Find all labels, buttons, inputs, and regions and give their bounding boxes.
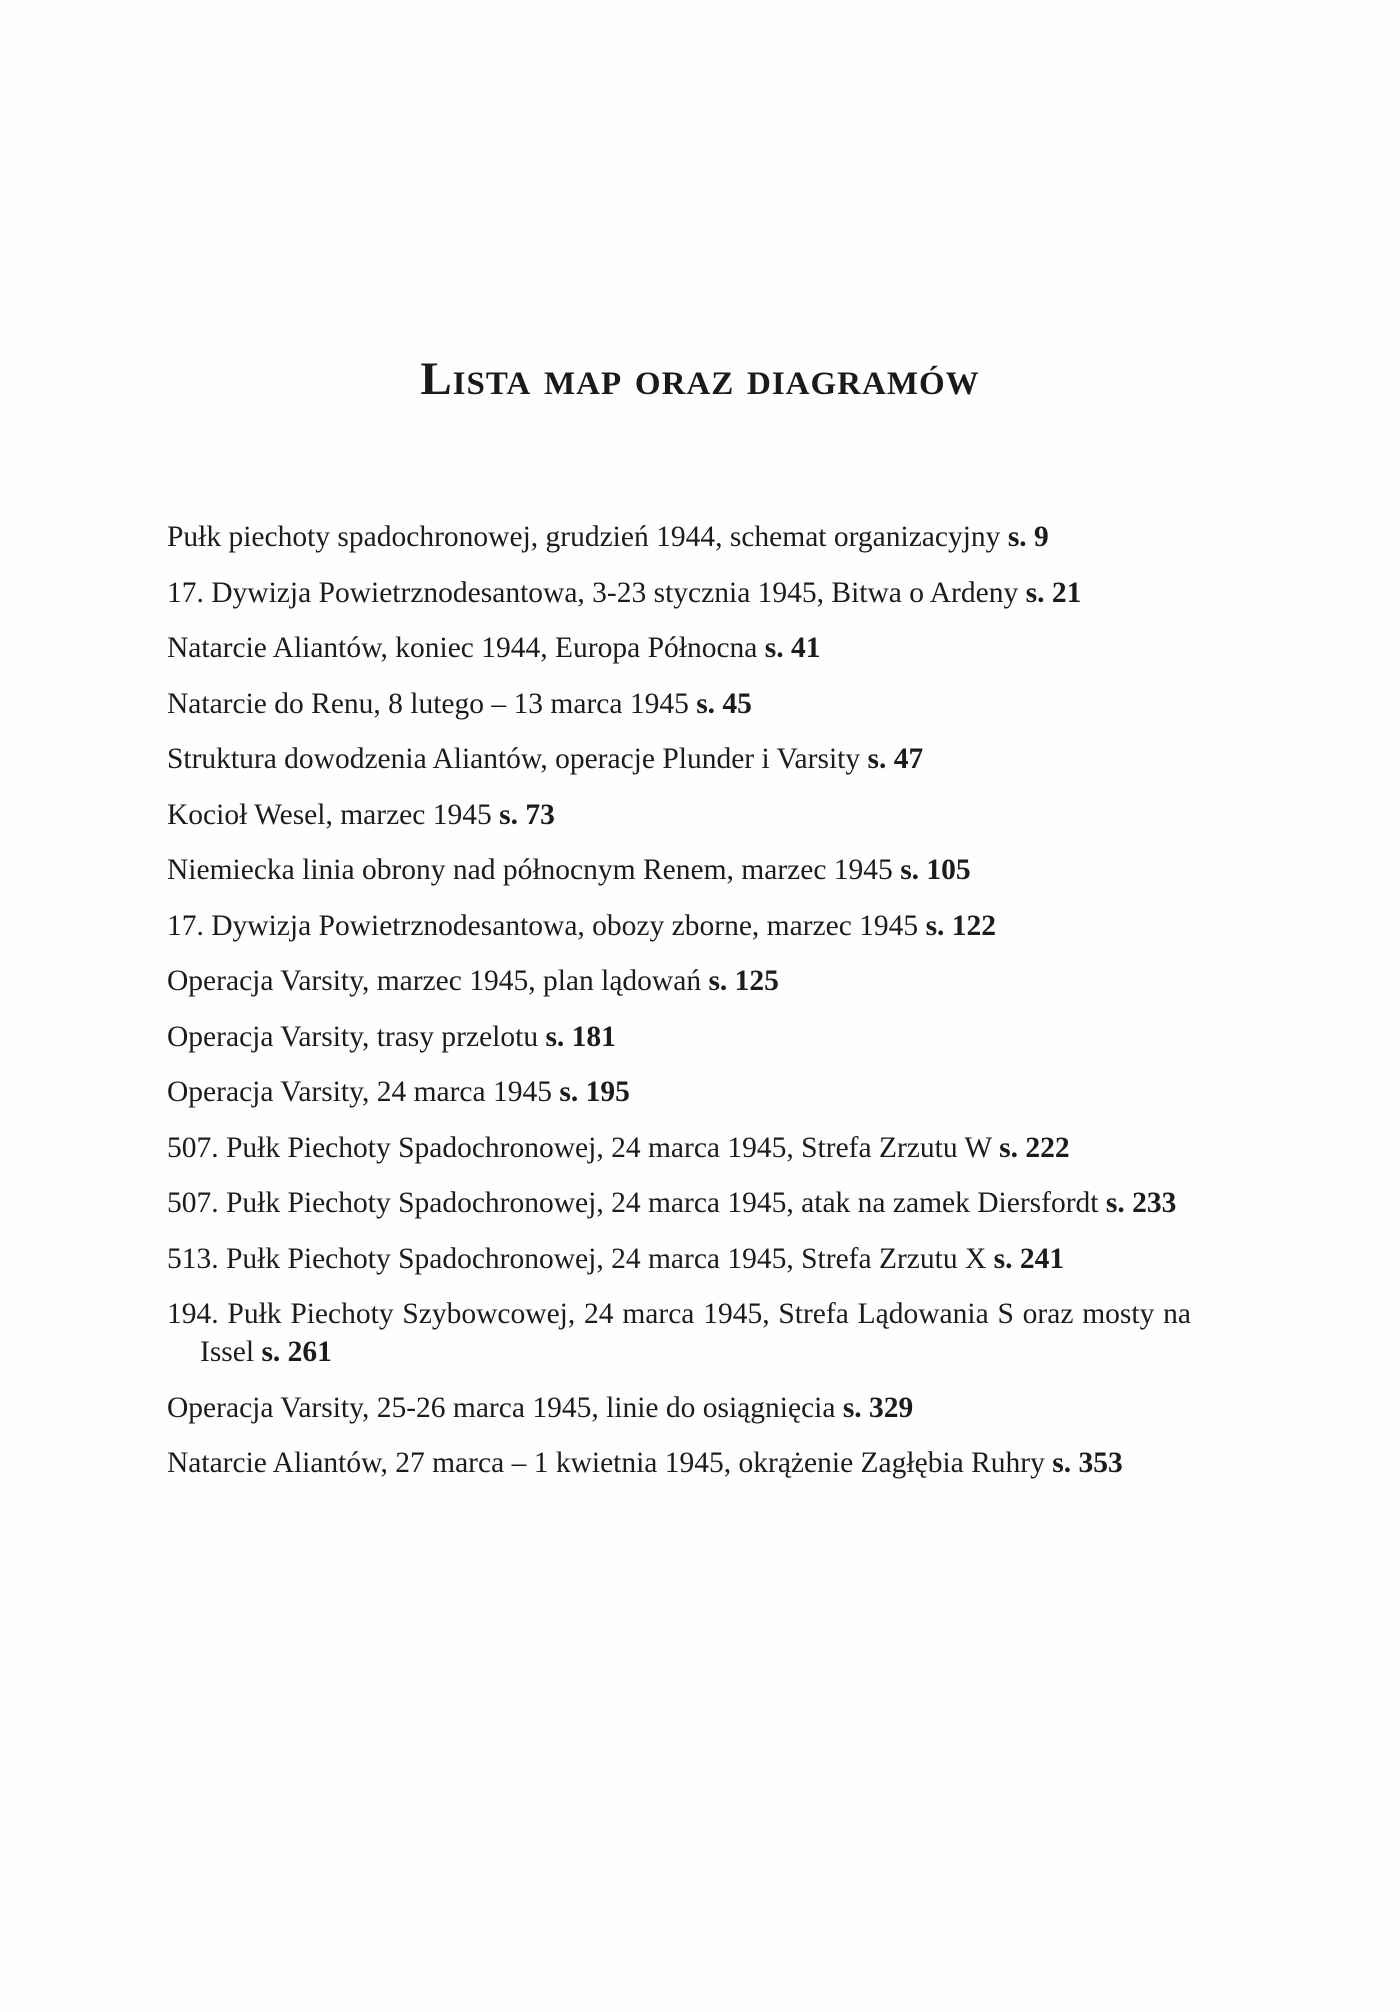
list-item <box>167 574 1191 612</box>
page-reference: s. 122 <box>925 909 997 942</box>
page-reference: s. 125 <box>708 965 779 997</box>
maps-list <box>167 518 1191 1500</box>
page-reference: s. 73 <box>499 798 555 831</box>
list-item <box>167 1444 1191 1482</box>
list-item <box>167 1018 1191 1056</box>
page-reference: s. 45 <box>696 687 752 720</box>
entry-text: Operacja Varsity, 25-26 marca 1945, linie do osiągnięcia <box>167 1391 836 1424</box>
page-reference: s. 181 <box>545 1020 616 1053</box>
page-reference: s. 353 <box>1052 1447 1123 1479</box>
entry-text: Struktura dowodzenia Aliantów, operacje Plunder i Varsity <box>167 743 861 775</box>
entry-text: 17. Dywizja Powietrznodesantowa, obozy zborne, marzec 1945 <box>167 909 919 942</box>
entry-text: Natarcie do Renu, 8 lutego – 13 marca 1945 <box>167 687 689 720</box>
entry-text: Natarcie Aliantów, koniec 1944, Europa Północna <box>167 632 758 664</box>
entry-text: Pułk piechoty spadochronowej, grudzień 1944, schemat organizacyjny <box>167 521 1001 553</box>
entry-text: Niemiecka linia obrony nad północnym Renem, marzec 1945 <box>167 854 893 886</box>
entry-text: Operacja Varsity, trasy przelotu <box>167 1020 539 1053</box>
page-reference: s. 105 <box>900 854 971 886</box>
page-reference: s. 195 <box>559 1076 630 1108</box>
list-item <box>167 685 1191 723</box>
entry-text: Operacja Varsity, 24 marca 1945 <box>167 1076 552 1108</box>
page-reference: s. 9 <box>1007 521 1049 553</box>
list-item <box>167 740 1191 778</box>
entry-text: Natarcie Aliantów, 27 marca – 1 kwietnia 1945, okrążenie Zagłębia Ruhry <box>167 1447 1045 1479</box>
list-item <box>167 518 1191 556</box>
page-reference: s. 329 <box>842 1391 914 1424</box>
list-item <box>167 851 1191 889</box>
page-reference: s. 222 <box>999 1131 1070 1164</box>
page-reference: s. 47 <box>867 743 924 775</box>
list-item <box>167 1295 1191 1371</box>
page-reference: s. 21 <box>1025 576 1082 609</box>
page-reference: s. 261 <box>261 1336 332 1368</box>
list-item <box>167 1389 1191 1427</box>
list-item <box>167 907 1191 945</box>
entry-text: 194. Pułk Piechoty Szybowcowej, 24 marca 1945, Strefa Lądowania S oraz mosty na Issel <box>167 1298 1191 1368</box>
entry-text: 17. Dywizja Powietrznodesantowa, 3-23 stycznia 1945, Bitwa o Ardeny <box>167 576 1019 609</box>
list-item <box>167 1240 1191 1278</box>
list-item <box>167 962 1191 1000</box>
entry-text: Kocioł Wesel, marzec 1945 <box>167 798 492 831</box>
page-reference: s. 241 <box>993 1242 1065 1275</box>
entry-text: 513. Pułk Piechoty Spadochronowej, 24 marca 1945, Strefa Zrzutu X <box>167 1242 987 1275</box>
entry-text: Operacja Varsity, marzec 1945, plan lądowań <box>167 965 702 997</box>
page-reference: s. 233 <box>1105 1187 1177 1219</box>
page-title: Lista map oraz diagramów <box>420 353 980 405</box>
list-item <box>167 796 1191 834</box>
list-item <box>167 1073 1191 1111</box>
entry-text: 507. Pułk Piechoty Spadochronowej, 24 marca 1945, atak na zamek Diersfordt <box>167 1187 1099 1219</box>
list-item <box>167 629 1191 667</box>
page-reference: s. 41 <box>764 632 821 664</box>
list-item <box>167 1129 1191 1167</box>
entry-text: 507. Pułk Piechoty Spadochronowej, 24 marca 1945, Strefa Zrzutu W <box>167 1131 992 1164</box>
list-item <box>167 1184 1191 1222</box>
